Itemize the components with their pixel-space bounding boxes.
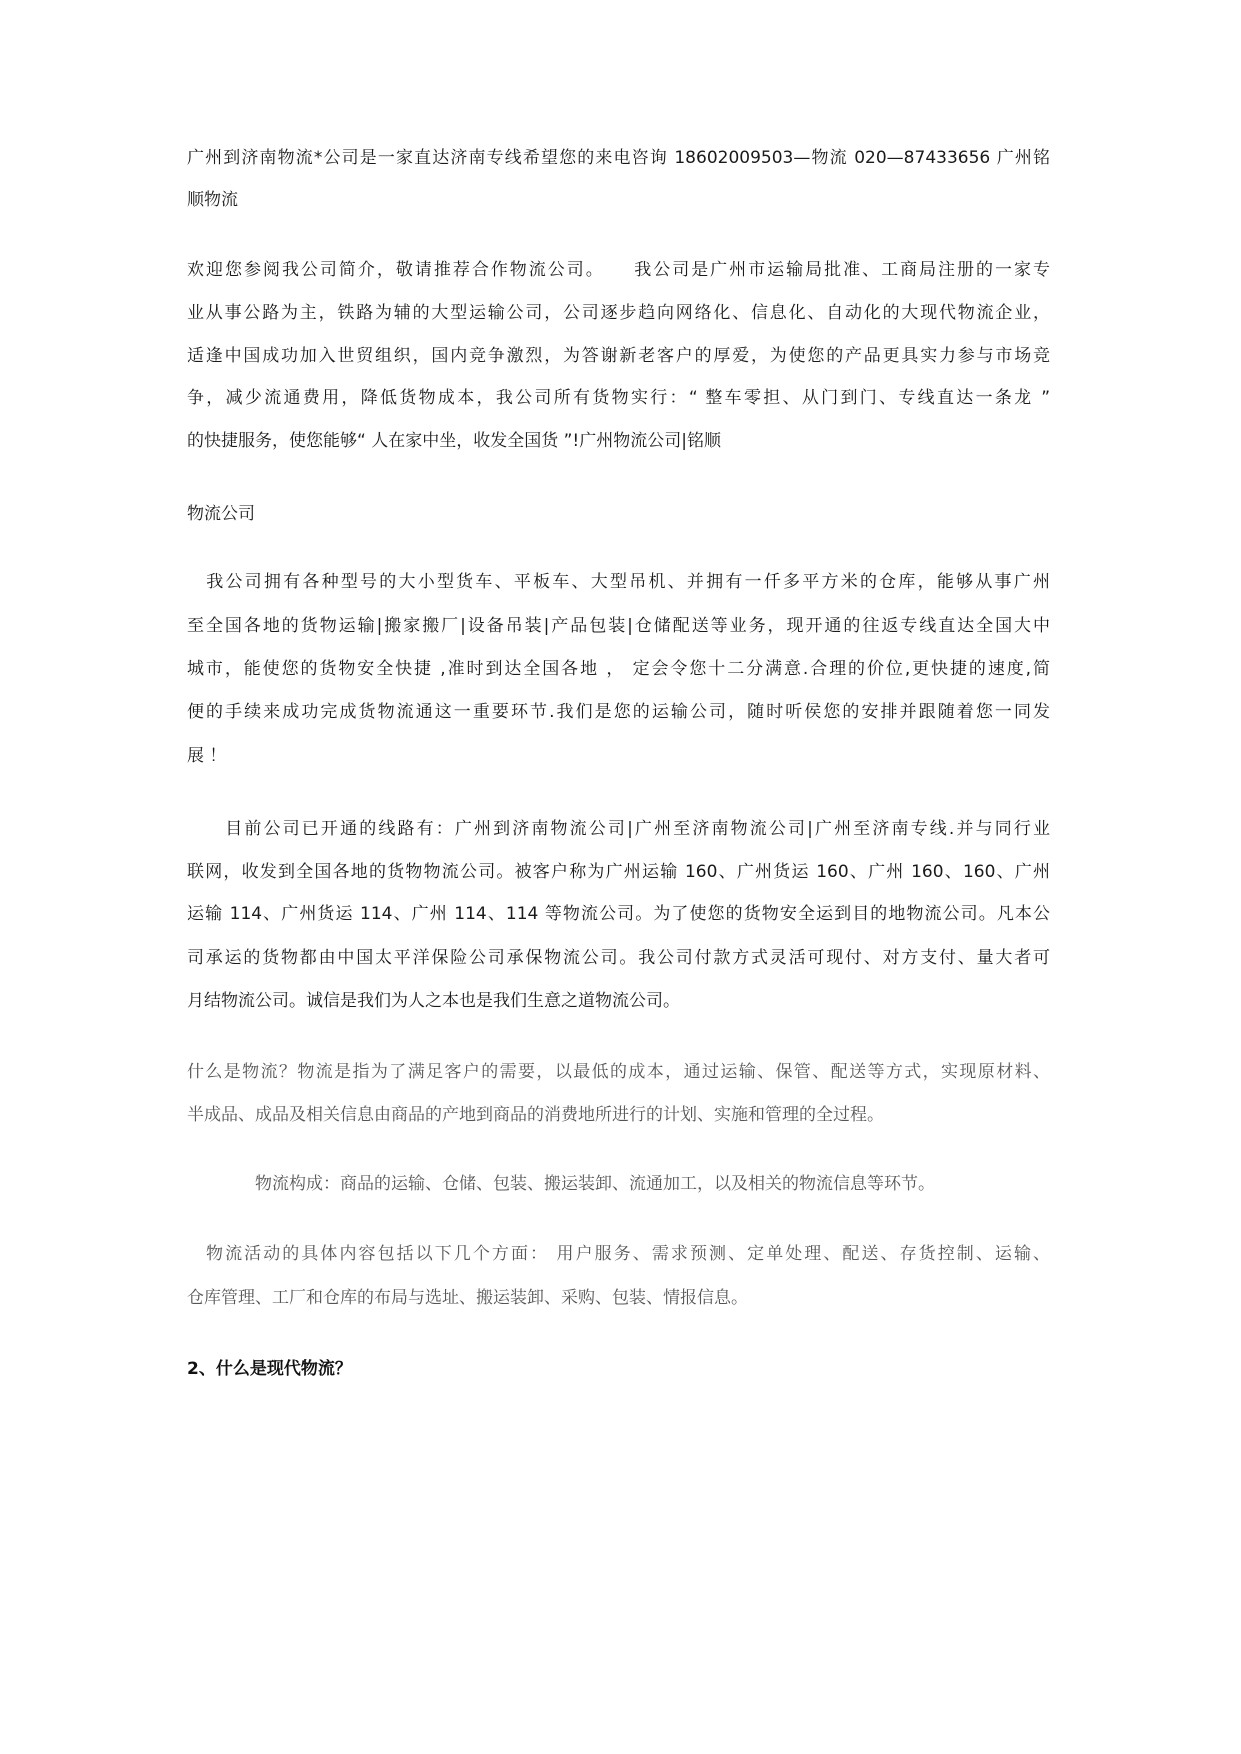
text-line: 广州到济南物流*公司是一家直达济南专线希望您的来电咨询 18602009503—物流 020—87433656 广州铭 xyxy=(187,148,1050,168)
text-line: 城市，能使您的货物安全快捷 ,准时到达全国各地 ， 定会令您十二分满意.合理的价位,更快捷的速度,简 xyxy=(187,659,1050,679)
text-line: 物流公司 xyxy=(187,504,255,524)
text-line: 目前公司已开通的线路有：广州到济南物流公司|广州至济南物流公司|广州至济南专线.并与同行业 xyxy=(187,819,1050,839)
text-line: 便的手续来成功完成货物流通这一重要环节.我们是您的运输公司，随时听侯您的安排并跟随着您一同发 xyxy=(187,702,1050,722)
text-line: 物流活动的具体内容包括以下几个方面： 用户服务、需求预测、定单处理、配送、存货控制、运输、 xyxy=(187,1244,1050,1264)
text-line: 的快捷服务，使您能够“ 人在家中坐，收发全国货 ”!广州物流公司|铭顺 xyxy=(187,431,721,451)
text-line: 运输 114、广州货运 114、广州 114、114 等物流公司。为了使您的货物安全运到目的地物流公司。凡本公 xyxy=(187,904,1050,924)
text-line: 司承运的货物都由中国太平洋保险公司承保物流公司。我公司付款方式灵活可现付、对方支付、量大者可 xyxy=(187,948,1050,968)
text-line: 争，减少流通费用，降低货物成本，我公司所有货物实行：“ 整车零担、从门到门、专线直达一条龙 ” xyxy=(187,388,1050,408)
text-line: 什么是物流？物流是指为了满足客户的需要，以最低的成本，通过运输、保管、配送等方式，实现原材料、 xyxy=(187,1062,1050,1082)
text-line: 适逢中国成功加入世贸组织，国内竞争激烈，为答谢新老客户的厚爱，为使您的产品更具实力参与市场竞 xyxy=(187,346,1050,366)
text-line: 月结物流公司。诚信是我们为人之本也是我们生意之道物流公司。 xyxy=(187,991,680,1011)
text-line: 我公司拥有各种型号的大小型货车、平板车、大型吊机、并拥有一仟多平方米的仓库，能够从事广州 xyxy=(187,572,1050,592)
text-line: 联网，收发到全国各地的货物物流公司。被客户称为广州运输 160、广州货运 160、广州 160、160、广州 xyxy=(187,862,1050,882)
text-line: 顺物流 xyxy=(187,190,238,210)
text-line: 展 ！ xyxy=(187,746,227,766)
text-line: 业从事公路为主，铁路为辅的大型运输公司，公司逐步趋向网络化、信息化、自动化的大现代物流企业， xyxy=(187,303,1050,323)
text-line: 仓库管理、工厂和仓库的布局与选址、搬运装卸、采购、包装、情报信息。 xyxy=(187,1288,748,1308)
text-line: 2、什么是现代物流？ xyxy=(187,1359,352,1379)
text-line: 物流构成：商品的运输、仓储、包装、搬运装卸、流通加工，以及相关的物流信息等环节。 xyxy=(187,1174,935,1194)
text-line: 至全国各地的货物运输|搬家搬厂|设备吊装|产品包装|仓储配送等业务，现开通的往返专线直达全国大中 xyxy=(187,616,1050,636)
text-line: 半成品、成品及相关信息由商品的产地到商品的消费地所进行的计划、实施和管理的全过程。 xyxy=(187,1105,884,1125)
text-line: 欢迎您参阅我公司简介，敬请推荐合作物流公司。 我公司是广州市运输局批准、工商局注册的一家专 xyxy=(187,260,1050,280)
